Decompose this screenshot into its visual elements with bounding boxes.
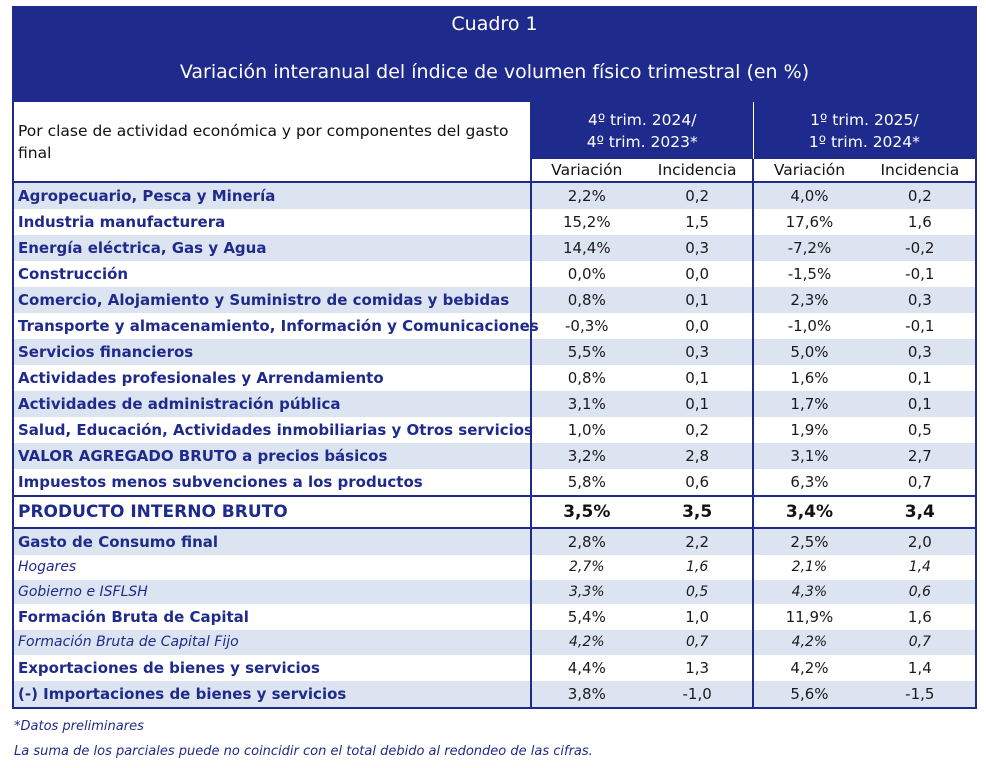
table-row — [13, 339, 976, 365]
table-row — [13, 391, 976, 417]
cell-variacion-q1: 17,6% — [753, 209, 864, 235]
cell-incidencia-q1: -0,1 — [905, 265, 935, 283]
table-row — [13, 604, 976, 630]
cell-incidencia-q1: 0,3 — [865, 339, 976, 365]
cell-incidencia-q4: 2,8 — [642, 443, 753, 469]
cell-variacion-q1: 4,3% — [753, 580, 864, 605]
row-label: Construcción — [18, 265, 129, 283]
table-subtitle: Variación interanual del índice de volumen físico trimestral (en %) — [179, 61, 810, 83]
cell-incidencia-q4: 0,2 — [685, 421, 710, 439]
cell-incidencia-q1: 0,3 — [865, 287, 976, 313]
row-label: PRODUCTO INTERNO BRUTO — [13, 496, 531, 528]
cell-incidencia-q1: 2,7 — [865, 443, 976, 469]
note-rounding: La suma de los parciales puede no coincidir con el total debido al redondeo de las cifras. — [14, 744, 593, 759]
cell-variacion-q4: 5,5% — [531, 339, 642, 365]
cell-variacion-q1: 1,7% — [753, 391, 864, 417]
cell-variacion-q1: -1,5% — [753, 261, 864, 287]
cell-variacion-q1: 4,2% — [753, 630, 864, 655]
row-label: Servicios financieros — [13, 339, 531, 365]
column-header-row — [13, 102, 976, 159]
cell-variacion-q4: 2,7% — [531, 555, 642, 580]
cell-incidencia-q4: 1,3 — [685, 658, 710, 677]
table-row — [13, 365, 976, 391]
row-label: Salud, Educación, Actividades inmobiliarias y Otros servicios — [18, 421, 533, 439]
cell-incidencia-q4: 0,1 — [685, 369, 710, 387]
cell-variacion-q1: 6,3% — [753, 469, 864, 496]
cell-variacion-q1: 2,1% — [753, 555, 864, 580]
cell-variacion-q1: 2,3% — [753, 287, 864, 313]
cell-incidencia-q1: 0,1 — [907, 369, 932, 387]
data-table — [12, 102, 977, 709]
cell-variacion-q4: 3,5% — [531, 496, 642, 528]
cell-variacion-q4: 0,8% — [531, 365, 642, 391]
cell-incidencia-q4: 0,7 — [642, 630, 753, 655]
period-q4-line1: 4º trim. 2024/ — [587, 110, 697, 129]
row-label: Agropecuario, Pesca y Minería — [13, 182, 531, 209]
table-container — [12, 6, 977, 759]
cell-incidencia-q4: 0,3 — [642, 339, 753, 365]
cell-incidencia-q1: 0,1 — [865, 391, 976, 417]
cell-incidencia-q1: 2,0 — [865, 528, 976, 555]
cell-variacion-q4: 1,0% — [531, 417, 642, 443]
cell-incidencia-q1: -1,5 — [865, 681, 976, 708]
cell-variacion-q1: 11,9% — [753, 604, 864, 630]
cell-variacion-q4: 14,4% — [531, 235, 642, 261]
cell-variacion-q4: 3,1% — [531, 391, 642, 417]
row-label: Formación Bruta de Capital — [18, 608, 249, 626]
cell-incidencia-q4: 2,2 — [642, 528, 753, 555]
period-header-q1 — [753, 102, 976, 159]
table-row — [13, 182, 976, 209]
sub-header-variacion: Variación — [531, 159, 642, 182]
table-row — [13, 580, 976, 605]
table-row — [13, 681, 976, 708]
row-label: Transporte y almacenamiento, Información y Comunicaciones — [18, 317, 539, 335]
cell-incidencia-q4: 1,0 — [685, 608, 710, 626]
cell-incidencia-q1: 3,4 — [865, 496, 976, 528]
cell-variacion-q1: 1,6% — [753, 365, 864, 391]
row-label: VALOR AGREGADO BRUTO a precios básicos — [13, 443, 531, 469]
cell-incidencia-q1: 0,7 — [865, 630, 976, 655]
table-row — [13, 443, 976, 469]
sub-header-variacion: Variación — [753, 159, 864, 182]
period-header-q4 — [531, 102, 754, 159]
cell-incidencia-q4: 0,1 — [642, 287, 753, 313]
row-label: Comercio, Alojamiento y Suministro de comidas y bebidas — [13, 287, 531, 313]
table-row — [13, 496, 976, 528]
cell-variacion-q4: -0,3% — [531, 313, 642, 339]
row-label: Industria manufacturera — [18, 213, 226, 231]
cell-variacion-q4: 4,2% — [531, 630, 642, 655]
cell-variacion-q1: 1,9% — [753, 417, 864, 443]
row-label: Energía eléctrica, Gas y Agua — [13, 235, 531, 261]
row-label: Exportaciones de bienes y servicios — [18, 658, 320, 677]
cell-incidencia-q4: 3,5 — [642, 496, 753, 528]
cell-variacion-q1: 5,0% — [753, 339, 864, 365]
cell-variacion-q4: 4,4% — [531, 655, 642, 681]
table-row — [13, 313, 976, 339]
cell-incidencia-q4: 0,2 — [642, 182, 753, 209]
cell-incidencia-q1: 0,5 — [907, 421, 932, 439]
sub-header-incidencia: Incidencia — [642, 159, 753, 182]
label-column-header: Por clase de actividad económica y por componentes del gasto final — [13, 102, 531, 182]
cell-incidencia-q4: -1,0 — [642, 681, 753, 708]
cell-variacion-q1: -1,0% — [753, 313, 864, 339]
table-row — [13, 235, 976, 261]
cell-incidencia-q1: 1,6 — [907, 608, 932, 626]
cell-incidencia-q1: 0,2 — [865, 182, 976, 209]
cell-incidencia-q4: 0,5 — [642, 580, 753, 605]
row-label: Actividades de administración pública — [13, 391, 531, 417]
table-row — [13, 209, 976, 235]
cell-variacion-q4: 3,2% — [531, 443, 642, 469]
table-row — [13, 555, 976, 580]
row-label: Impuestos menos subvenciones a los productos — [18, 473, 423, 491]
cell-incidencia-q4: 1,6 — [685, 559, 709, 576]
cell-incidencia-q1: 1,4 — [907, 658, 932, 677]
table-row — [13, 287, 976, 313]
table-row — [13, 469, 976, 496]
cell-incidencia-q4: 0,6 — [685, 473, 710, 491]
cell-incidencia-q1: -0,1 — [905, 317, 935, 335]
table-row — [13, 417, 976, 443]
row-label: Actividades profesionales y Arrendamiento — [18, 369, 384, 387]
table-row — [13, 655, 976, 681]
table-row — [13, 261, 976, 287]
sub-header-incidencia: Incidencia — [865, 159, 976, 182]
cell-variacion-q4: 3,3% — [531, 580, 642, 605]
row-label: Formación Bruta de Capital Fijo — [13, 630, 531, 655]
cell-variacion-q1: 5,6% — [753, 681, 864, 708]
table-row — [13, 630, 976, 655]
cell-incidencia-q1: -0,2 — [865, 235, 976, 261]
cell-variacion-q1: 2,5% — [753, 528, 864, 555]
period-q1-line2: 1º trim. 2024* — [808, 132, 920, 151]
cell-variacion-q1: 3,1% — [753, 443, 864, 469]
cell-incidencia-q4: 0,0 — [685, 317, 710, 335]
cell-variacion-q1: -7,2% — [753, 235, 864, 261]
period-q4-line2: 4º trim. 2023* — [586, 132, 698, 151]
cell-incidencia-q1: 0,6 — [865, 580, 976, 605]
cell-variacion-q4: 2,8% — [531, 528, 642, 555]
row-label: Gobierno e ISFLSH — [13, 580, 531, 605]
cell-incidencia-q1: 0,7 — [907, 473, 932, 491]
cell-variacion-q4: 2,2% — [531, 182, 642, 209]
cell-incidencia-q4: 0,1 — [642, 391, 753, 417]
cell-incidencia-q4: 0,3 — [642, 235, 753, 261]
note-preliminary: *Datos preliminares — [14, 719, 144, 734]
row-label: Gasto de Consumo final — [13, 528, 531, 555]
cell-variacion-q4: 5,8% — [531, 469, 642, 496]
period-q1-line1: 1º trim. 2025/ — [810, 110, 919, 129]
cell-variacion-q4: 5,4% — [531, 604, 642, 630]
table-notes — [14, 718, 593, 768]
cell-variacion-q1: 4,2% — [753, 655, 864, 681]
cell-incidencia-q1: 1,4 — [908, 559, 931, 576]
row-label: Hogares — [18, 559, 77, 576]
cell-incidencia-q1: 1,6 — [907, 213, 932, 231]
cell-variacion-q4: 15,2% — [531, 209, 642, 235]
table-header-band — [12, 6, 977, 102]
row-label: (-) Importaciones de bienes y servicios — [13, 681, 531, 708]
cell-incidencia-q4: 0,0 — [685, 265, 710, 283]
table-row — [13, 528, 976, 555]
table-title: Cuadro 1 — [451, 13, 538, 35]
cell-variacion-q4: 0,0% — [531, 261, 642, 287]
cell-variacion-q4: 3,8% — [531, 681, 642, 708]
cell-incidencia-q4: 1,5 — [685, 213, 710, 231]
cell-variacion-q1: 3,4% — [753, 496, 864, 528]
cell-variacion-q4: 0,8% — [531, 287, 642, 313]
cell-variacion-q1: 4,0% — [753, 182, 864, 209]
